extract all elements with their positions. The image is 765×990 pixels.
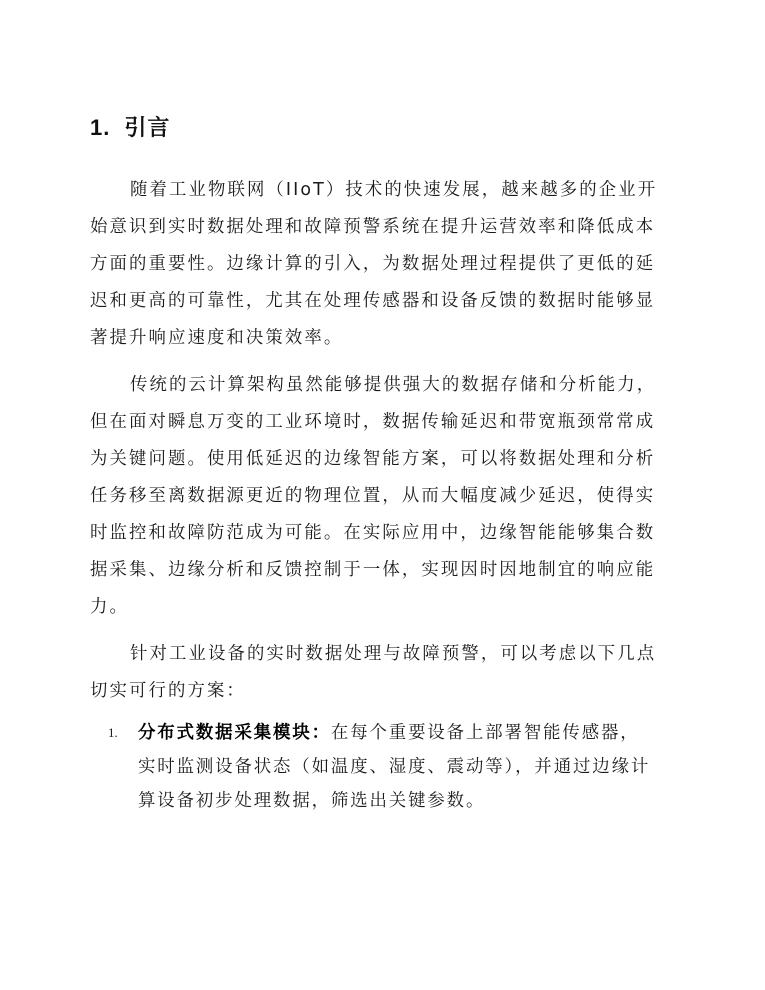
paragraph-line: 著提升响应速度和决策效率。 xyxy=(90,328,344,348)
paragraph-line: 时监控和故障防范成为可能。在实际应用中，边缘智能能够集合数 xyxy=(90,523,656,543)
section-title: 引言 xyxy=(124,116,171,141)
list-marker: 1. xyxy=(108,725,118,740)
list-item-term: 分布式数据采集模块： xyxy=(138,723,331,743)
paragraph-solutions xyxy=(90,636,680,710)
solution-list xyxy=(90,716,690,818)
section-heading xyxy=(90,112,170,145)
paragraph-line: 随着工业物联网（IIoT）技术的快速发展，越来越多的企业开 xyxy=(130,180,658,200)
paragraph-line: 方面的重要性。边缘计算的引入，为数据处理过程提供了更低的延 xyxy=(90,254,656,274)
paragraph-line: 针对工业设备的实时数据处理与故障预警，可以考虑以下几点 xyxy=(130,644,657,664)
paragraph-line: 始意识到实时数据处理和故障预警系统在提升运营效率和降低成本 xyxy=(90,217,656,237)
paragraph-line: 迟和更高的可靠性，尤其在处理传感器和设备反馈的数据时能够显 xyxy=(90,291,656,311)
paragraph-line: 力。 xyxy=(90,597,129,617)
list-item xyxy=(90,716,690,818)
paragraph-intro xyxy=(90,172,680,357)
list-item-line: 算设备初步处理数据，筛选出关键参数。 xyxy=(138,791,486,811)
paragraph-line: 切实可行的方案： xyxy=(90,681,246,701)
paragraph-line: 据采集、边缘分析和反馈控制于一体，实现因时因地制宜的响应能 xyxy=(90,560,656,580)
list-item-first-line xyxy=(138,716,690,750)
paragraph-cloud xyxy=(90,367,680,626)
paragraph-line: 传统的云计算架构虽然能够提供强大的数据存储和分析能力， xyxy=(130,375,657,395)
list-item-text: 在每个重要设备上部署智能传感器， xyxy=(330,723,640,743)
paragraph-line: 但在面对瞬息万变的工业环境时，数据传输延迟和带宽瓶颈常常成 xyxy=(90,412,656,432)
section-number: 1. xyxy=(90,115,111,140)
list-item-line: 实时监测设备状态（如温度、湿度、震动等），并通过边缘计 xyxy=(138,757,651,777)
paragraph-line: 任务移至离数据源更近的物理位置，从而大幅度减少延迟，使得实 xyxy=(90,486,656,506)
paragraph-line: 为关键问题。使用低延迟的边缘智能方案，可以将数据处理和分析 xyxy=(90,449,656,469)
